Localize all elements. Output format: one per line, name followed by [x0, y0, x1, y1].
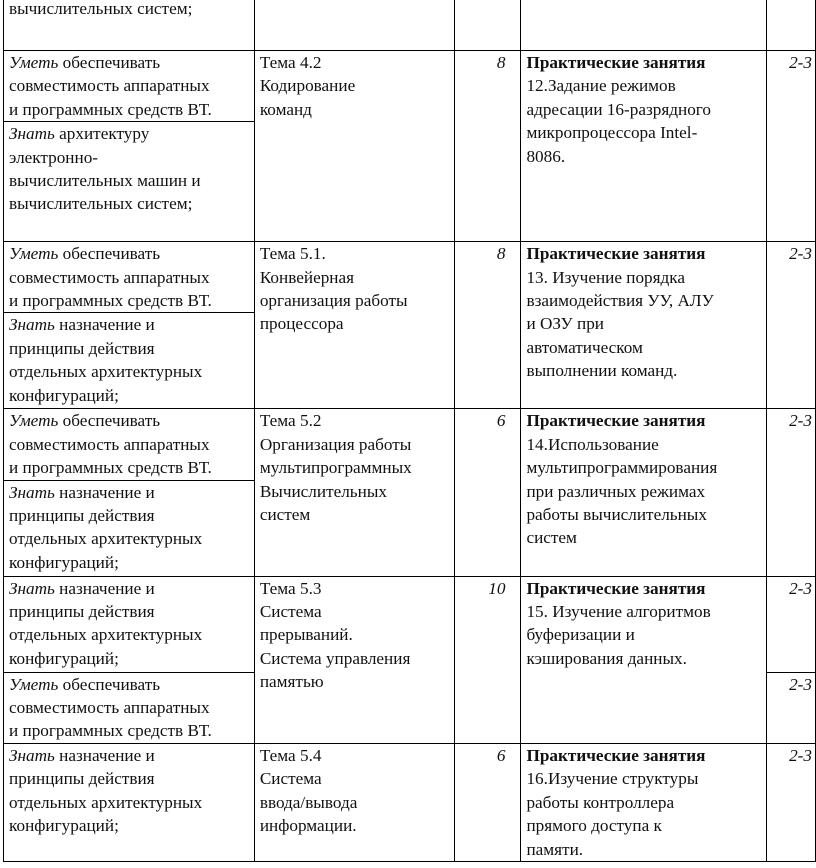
competency-text: совместимость аппаратных: [9, 267, 210, 287]
practice-line: автоматическом: [526, 337, 643, 357]
competency-verb: Знать: [9, 124, 55, 144]
curriculum-table: [3, 0, 816, 862]
topic-line: команд: [259, 99, 312, 119]
topic-line: Тема 5.2: [259, 411, 322, 431]
practice-title: Практические занятия: [526, 578, 706, 598]
practice-line: работы вычислительных: [526, 505, 707, 525]
topic-cell: [254, 0, 454, 51]
practice-line: выполнении команд.: [526, 361, 678, 381]
competency-text: назначение и: [54, 482, 155, 502]
topic-cell: [254, 409, 454, 576]
competency-line: [9, 767, 249, 790]
competency-line: [9, 527, 249, 550]
practice-line: 15. Изучение алгоритмов: [526, 602, 711, 622]
practice-title: Практические занятия: [526, 53, 706, 72]
topic-cell: [254, 242, 454, 409]
competency-text: вычислительных систем;: [9, 194, 193, 214]
topic-line: Система управления: [259, 648, 411, 668]
topic-line: памятью: [259, 672, 324, 692]
hours-cell: 8: [454, 51, 521, 242]
competency-line: [9, 337, 249, 360]
topic-line: Система: [259, 769, 322, 789]
competency-line: [9, 409, 249, 432]
competency-text: обеспечивать: [58, 53, 161, 72]
competency-line: [9, 266, 249, 289]
practice-line: при различных режимах: [526, 481, 706, 501]
competency-cell: [4, 672, 255, 743]
competency-text: принципы действия: [9, 769, 155, 789]
practice-cell: [521, 51, 766, 242]
competency-line: [9, 289, 249, 312]
practice-line: прямого доступа к: [526, 816, 662, 836]
competency-text: конфигураций;: [9, 552, 119, 572]
topic-line: Тема 4.2: [259, 53, 322, 72]
topic-line: Организация работы: [259, 434, 412, 454]
practice-line: 13. Изучение порядка: [526, 267, 686, 287]
level-cell: 2-3: [766, 409, 815, 576]
topic-line: Кодирование: [259, 76, 356, 96]
competency-text: и программных средств ВТ.: [9, 458, 212, 478]
level-cell: 2-3: [766, 51, 815, 242]
competency-text: совместимость аппаратных: [9, 76, 210, 96]
table-row: [4, 51, 816, 122]
topic-line: мультипрограммных: [259, 458, 412, 478]
competency-verb: Знать: [9, 482, 55, 502]
practice-line: 12.Задание режимов: [526, 76, 676, 96]
competency-line: [9, 696, 249, 719]
level-cell: [766, 0, 815, 51]
competency-text: конфигураций;: [9, 816, 119, 836]
competency-verb: Уметь: [9, 53, 59, 72]
topic-line: прерываний.: [259, 625, 353, 645]
curriculum-table-body: [4, 0, 816, 861]
competency-line: [9, 744, 249, 767]
practice-title: Практические занятия: [526, 745, 706, 765]
level-cell: 2-3: [766, 576, 815, 672]
competency-line: [9, 504, 249, 527]
competency-text: и программных средств ВТ.: [9, 291, 212, 311]
level-cell: 2-3: [766, 743, 815, 861]
competency-line: [9, 814, 249, 837]
practice-line: адресации 16-разрядного: [526, 99, 712, 119]
competency-cell: [4, 122, 255, 242]
practice-line: буферизации и: [526, 625, 635, 645]
competency-cell: [4, 743, 255, 861]
competency-text: совместимость аппаратных: [9, 698, 210, 718]
competency-text: и программных средств ВТ.: [9, 721, 212, 741]
competency-text: обеспечивать: [58, 411, 161, 431]
competency-verb: Знать: [9, 315, 55, 335]
level-cell: 2-3: [766, 242, 815, 409]
competency-text: конфигураций;: [9, 385, 119, 405]
competency-text: отдельных архитектурных: [9, 792, 203, 812]
practice-line: кэширования данных.: [526, 648, 687, 668]
topic-line: Тема 5.1.: [259, 244, 326, 264]
competency-text: совместимость аппаратных: [9, 434, 210, 454]
competency-cell: [4, 242, 255, 313]
practice-cell: [521, 0, 766, 51]
competency-cell: [4, 0, 255, 51]
table-row: [4, 743, 816, 861]
competency-verb: Уметь: [9, 411, 59, 431]
topic-line: организация работы: [259, 291, 408, 311]
competency-line: [9, 169, 249, 192]
competency-text: обеспечивать: [58, 244, 161, 264]
competency-line: [9, 0, 249, 20]
competency-text: принципы действия: [9, 506, 155, 526]
practice-line: работы контроллера: [526, 792, 675, 812]
practice-cell: [521, 409, 766, 576]
practice-line: 8086.: [526, 146, 566, 166]
hours-cell: 6: [454, 409, 521, 576]
hours-cell: 8: [454, 242, 521, 409]
practice-line: и ОЗУ при: [526, 314, 604, 334]
competency-line: [9, 719, 249, 742]
topic-line: Тема 5.3: [259, 578, 322, 598]
competency-line: [9, 242, 249, 265]
competency-text: вычислительных машин и: [9, 171, 201, 191]
topic-line: информации.: [259, 816, 357, 836]
competency-cell: [4, 51, 255, 122]
competency-line: [9, 192, 249, 215]
practice-title: Практические занятия: [526, 244, 706, 264]
competency-text: назначение и: [54, 315, 155, 335]
competency-line: [9, 98, 249, 121]
competency-verb: Знать: [9, 745, 55, 765]
table-row: [4, 576, 816, 672]
competency-cell: [4, 409, 255, 480]
hours-cell: 10: [454, 576, 521, 743]
topic-line: Тема 5.4: [259, 745, 322, 765]
competency-text: назначение и: [54, 745, 155, 765]
competency-verb: Знать: [9, 578, 55, 598]
hours-cell: [454, 0, 521, 51]
topic-line: ввода/вывода: [259, 792, 358, 812]
competency-text: обеспечивать: [58, 674, 161, 694]
competency-line: [9, 791, 249, 814]
competency-line: [9, 673, 249, 696]
table-row: [4, 242, 816, 313]
competency-text: вычислительных систем;: [9, 0, 193, 18]
competency-cell: [4, 480, 255, 576]
competency-text: и программных средств ВТ.: [9, 99, 212, 119]
table-row: [4, 0, 816, 51]
topic-line: процессора: [259, 314, 344, 334]
topic-cell: [254, 743, 454, 861]
competency-line: [9, 122, 249, 145]
practice-line: взаимодействия УУ, АЛУ: [526, 291, 714, 311]
competency-text: отдельных архитектурных: [9, 362, 203, 382]
competency-line: [9, 551, 249, 574]
competency-line: [9, 456, 249, 479]
topic-line: Система: [259, 602, 322, 622]
practice-line: мультипрограммирования: [526, 458, 718, 478]
competency-verb: Уметь: [9, 674, 59, 694]
competency-line: [9, 74, 249, 97]
competency-line: [9, 360, 249, 383]
competency-line: [9, 51, 249, 74]
practice-line: 16.Изучение структуры: [526, 769, 699, 789]
practice-line: систем: [526, 528, 577, 548]
competency-line: [9, 600, 249, 623]
competency-text: отдельных архитектурных: [9, 529, 203, 549]
competency-text: конфигураций;: [9, 648, 119, 668]
topic-cell: [254, 576, 454, 743]
competency-line: [9, 577, 249, 600]
competency-line: [9, 433, 249, 456]
table-row: [4, 409, 816, 480]
competency-text: принципы действия: [9, 338, 155, 358]
competency-cell: [4, 313, 255, 409]
practice-cell: [521, 576, 766, 743]
competency-line: [9, 384, 249, 407]
practice-cell: [521, 242, 766, 409]
topic-cell: [254, 51, 454, 242]
competency-text: архитектуру: [54, 124, 150, 144]
competency-line: [9, 623, 249, 646]
practice-title: Практические занятия: [526, 411, 706, 431]
topic-line: Конвейерная: [259, 267, 355, 287]
competency-cell: [4, 576, 255, 672]
level-cell: 2-3: [766, 672, 815, 743]
competency-line: [9, 481, 249, 504]
practice-line: микропроцессора Intel-: [526, 123, 698, 143]
competency-text: отдельных архитектурных: [9, 625, 203, 645]
topic-line: систем: [259, 505, 311, 525]
hours-cell: 6: [454, 743, 521, 861]
competency-verb: Уметь: [9, 244, 59, 264]
practice-line: памяти.: [526, 839, 584, 859]
topic-line: Вычислительных: [259, 481, 387, 501]
competency-text: электронно-: [9, 147, 99, 167]
competency-text: назначение и: [54, 578, 155, 598]
competency-text: принципы действия: [9, 602, 155, 622]
competency-line: [9, 146, 249, 169]
competency-line: [9, 647, 249, 670]
practice-cell: [521, 743, 766, 861]
competency-line: [9, 313, 249, 336]
practice-line: 14.Использование: [526, 434, 659, 454]
